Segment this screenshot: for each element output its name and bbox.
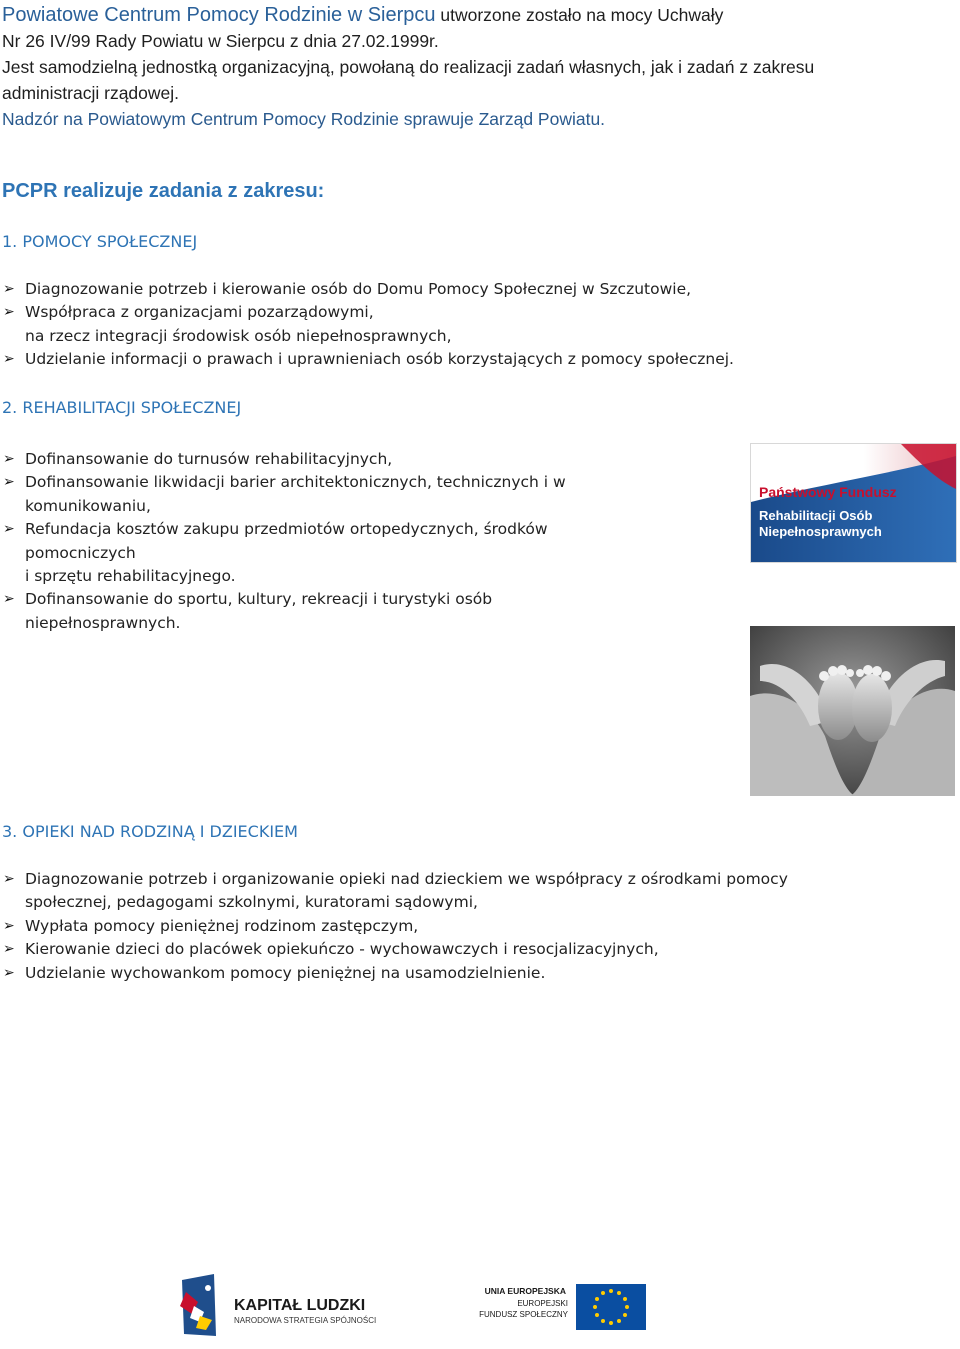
arrow-bullet-icon: ➢ <box>3 351 15 368</box>
arrow-bullet-icon: ➢ <box>3 451 15 467</box>
intro-line-3: Jest samodzielną jednostką organizacyjną, powołaną do realizacji zadań własnych, jak i zadań z zakresu administracji rządowej. <box>2 57 815 103</box>
kl-subtitle: NARODOWA STRATEGIA SPÓJNOŚCI <box>234 1316 377 1325</box>
ue-line-1: UNIA EUROPEJSKA <box>484 1286 566 1296</box>
list-item: ➢ Udzielanie informacji o prawach i uprawnieniach osób korzystających z pomocy społecznej. <box>0 348 900 371</box>
arrow-bullet-icon: ➢ <box>3 964 15 981</box>
eu-efs-graphic <box>472 1283 652 1331</box>
section-3-title: 3. OPIEKI NAD RODZINĄ I DZIECKIEM <box>2 822 298 841</box>
list-item: ➢ Wypłata pomocy pieniężnej rodzinom zastępczym, <box>0 915 920 938</box>
section-2-title: 2. REHABILITACJI SPOŁECZNEJ <box>2 398 242 417</box>
eu-efs-logo <box>472 1283 652 1331</box>
intro-paragraph <box>2 2 862 132</box>
ue-line-2: EUROPEJSKI <box>517 1299 568 1308</box>
pfron-logo-graphic <box>751 444 956 562</box>
org-name: Powiatowe Centrum Pomocy Rodzinie w Sierpcu <box>2 4 436 26</box>
pfron-logo <box>750 443 957 563</box>
arrow-bullet-icon: ➢ <box>3 591 15 608</box>
list-item-continuation: komunikowaniu, <box>25 496 151 515</box>
list-item: ➢ Współpraca z organizacjami pozarządowymi, <box>0 301 900 324</box>
list-item-continuation: i sprzętu rehabilitacyjnego. <box>25 567 236 586</box>
list-item: ➢ Dofinansowanie likwidacji barier architektonicznych, technicznych i w <box>0 471 720 494</box>
arrow-bullet-icon: ➢ <box>3 521 15 538</box>
arrow-bullet-icon: ➢ <box>3 917 15 934</box>
list-item-continuation: pomocniczych <box>25 543 136 562</box>
list-item-continuation: na rzecz integracji środowisk osób niepełnosprawnych, <box>25 326 452 345</box>
list-item: ➢ Refundacja kosztów zakupu przedmiotów ortopedycznych, środków <box>0 518 720 541</box>
pfron-line-3: Niepełnosprawnych <box>759 524 882 539</box>
hands-feet-image <box>750 626 955 796</box>
intro-line-1 <box>2 2 862 28</box>
section-1-list <box>0 278 900 372</box>
list-item: ➢ Diagnozowanie potrzeb i organizowanie opieki nad dzieckiem we współpracy z ośrodkami pomocy <box>0 868 920 891</box>
kapital-ludzki-graphic <box>178 1272 408 1340</box>
arrow-bullet-icon: ➢ <box>3 941 15 958</box>
arrow-bullet-icon: ➢ <box>3 474 15 491</box>
list-item: ➢ Diagnozowanie potrzeb i kierowanie osób do Domu Pomocy Społecznej w Szczutowie, <box>0 278 900 301</box>
section-2-list <box>0 448 720 635</box>
tasks-heading: PCPR realizuje zadania z zakresu: <box>2 180 325 202</box>
list-item: ➢ Dofinansowanie do sportu, kultury, rekreacji i turystyki osób <box>0 588 720 611</box>
kl-title: KAPITAŁ LUDZKI <box>234 1297 366 1314</box>
baby-feet-photo <box>750 626 955 796</box>
list-item-continuation: niepełnosprawnych. <box>25 613 181 632</box>
intro-line-1-rest: utworzone zostało na mocy Uchwały <box>435 5 724 25</box>
intro-line-4: Nadzór na Powiatowym Centrum Pomocy Rodzinie sprawuje Zarząd Powiatu. <box>2 109 606 129</box>
list-item: ➢ Dofinansowanie do turnusów rehabilitacyjnych, <box>0 448 720 471</box>
ue-line-3: FUNDUSZ SPOŁECZNY <box>479 1310 568 1319</box>
intro-line-2: Nr 26 IV/99 Rady Powiatu w Sierpcu z dnia 27.02.1999r. <box>2 31 439 51</box>
pfron-line-2: Rehabilitacji Osób <box>759 508 873 523</box>
section-1-title: 1. POMOCY SPOŁECZNEJ <box>2 232 198 251</box>
list-item: ➢ Udzielanie wychowankom pomocy pieniężnej na usamodzielnienie. <box>0 962 920 985</box>
section-3-list <box>0 868 920 985</box>
list-item-continuation: społecznej, pedagogami szkolnymi, kuratorami sądowymi, <box>25 893 478 912</box>
list-item: ➢ Kierowanie dzieci do placówek opiekuńczo - wychowawczych i resocjalizacyjnych, <box>0 938 920 961</box>
arrow-bullet-icon: ➢ <box>3 281 15 297</box>
arrow-bullet-icon: ➢ <box>3 304 15 321</box>
arrow-bullet-icon: ➢ <box>3 871 15 887</box>
kapital-ludzki-logo <box>178 1272 408 1340</box>
pfron-line-1: Państwowy Fundusz <box>759 484 897 500</box>
